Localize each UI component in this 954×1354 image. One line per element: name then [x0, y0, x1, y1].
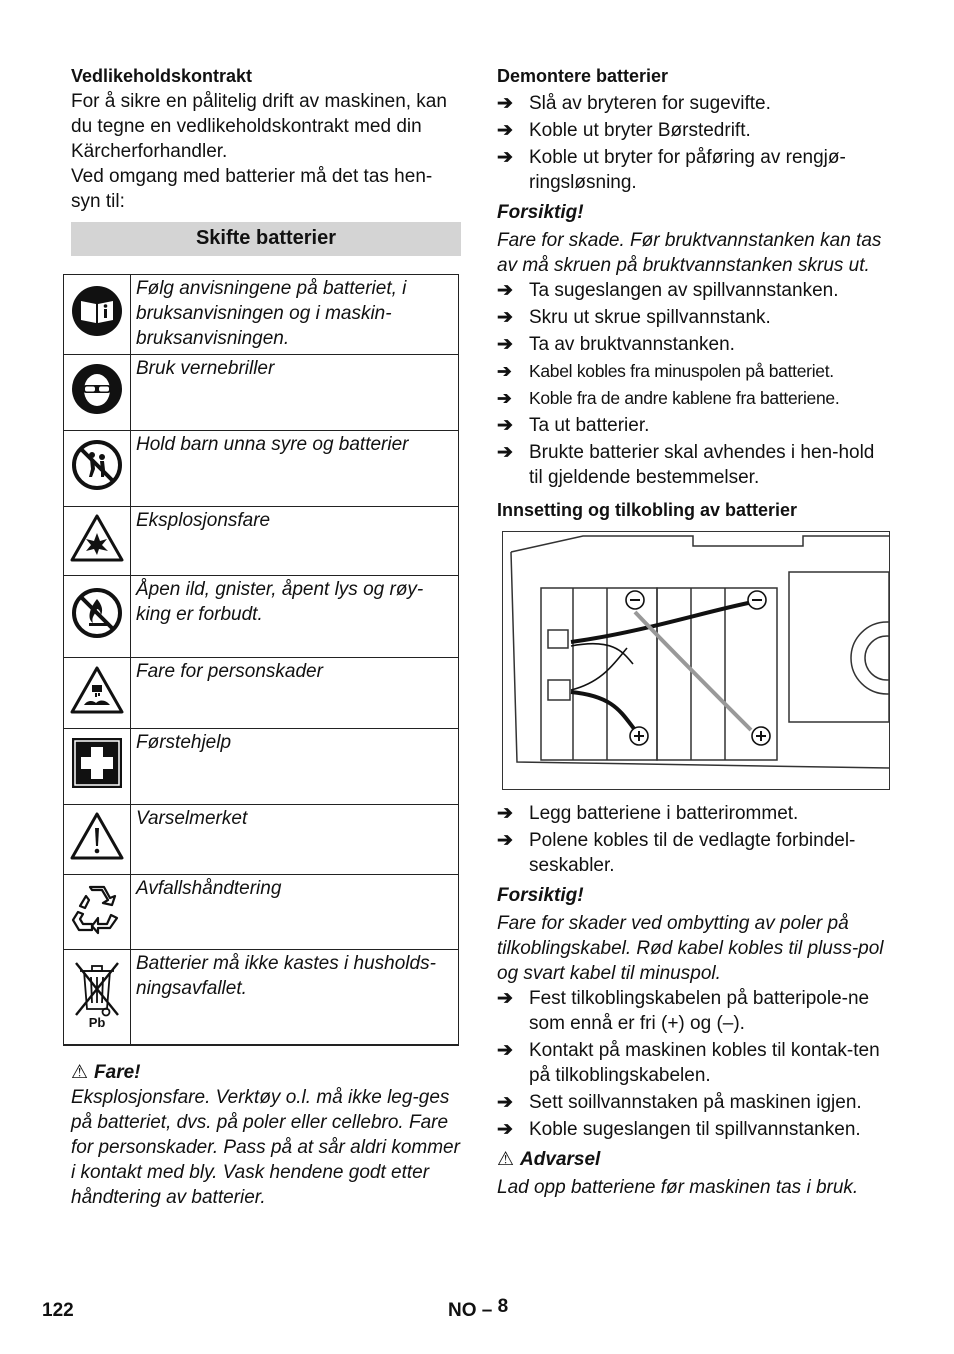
- safety-symbols-table: [63, 274, 459, 1046]
- arrow-icon: ➔: [497, 120, 513, 141]
- no-fire-icon: [71, 587, 123, 639]
- symbol-text: Varselmerket: [131, 805, 459, 875]
- first-aid-icon: [71, 737, 123, 789]
- arrow-icon: ➔: [497, 361, 512, 381]
- maintenance-paragraph: For å sikre en pålitelig drift av maskinen, kan du tegne en vedlikeholdskontrakt med din Kärcherforhandler.: [71, 91, 447, 162]
- list-item: ➔ Koble ut bryter Børstedrift.: [497, 120, 751, 141]
- heading-remove-batteries: Demontere batterier: [497, 66, 669, 86]
- list-item: ➔ Ta sugeslangen av spillvannstanken.: [497, 280, 839, 301]
- symbol-row: [64, 658, 459, 729]
- arrow-icon: ➔: [497, 1119, 513, 1140]
- list-item: ➔ Fest tilkoblingskabelen på batteripole-ne som ennå er fri (+) og (–).: [497, 988, 870, 1034]
- caution-title: Forsiktig!: [497, 202, 584, 223]
- symbol-text: Hold barn unna syre og batterier: [131, 431, 459, 507]
- corrosive-warning-icon: [70, 665, 124, 715]
- list-item: ➔ Sett soillvannstaken på maskinen igjen.: [497, 1092, 862, 1113]
- symbol-text: Eksplosjonsfare: [131, 507, 459, 576]
- explosion-warning-icon: [70, 513, 124, 563]
- list-item: ➔ Brukte batterier skal avhendes i hen-hold til gjeldende bestemmelser.: [497, 442, 875, 488]
- list-item: ➔ Polene kobles til de vedlagte forbindel-seskabler.: [497, 830, 856, 876]
- danger-block: [71, 1054, 463, 1210]
- arrow-icon: ➔: [497, 334, 513, 355]
- symbol-row: [64, 507, 459, 576]
- left-column: [71, 64, 461, 256]
- battery-wiring-diagram: [502, 531, 890, 790]
- symbol-text: Bruk vernebriller: [131, 355, 459, 431]
- symbol-row: [64, 275, 459, 355]
- symbol-row: [64, 805, 459, 875]
- pb-label: Pb: [88, 1015, 106, 1030]
- danger-title: Fare!: [94, 1062, 141, 1083]
- footer-lang: NO – 8: [448, 1296, 509, 1321]
- right-column: [497, 64, 889, 1200]
- list-item: ➔ Koble ut bryter for påføring av rengjø-ringsløsning.: [497, 147, 846, 193]
- arrow-icon: ➔: [497, 803, 513, 824]
- warning-triangle-icon: ⚠: [497, 1149, 515, 1170]
- symbol-row: [64, 950, 459, 1045]
- caution-text: Fare for skader ved ombytting av poler på tilkoblingskabel. Rød kabel kobles til pluss-pol og svart kabel til minuspol.: [497, 913, 884, 984]
- arrow-icon: ➔: [497, 830, 513, 851]
- arrow-icon: ➔: [497, 988, 513, 1009]
- arrow-icon: ➔: [497, 415, 513, 436]
- symbol-row: [64, 355, 459, 431]
- list-item: ➔ Kontakt på maskinen kobles til kontak-ten på tilkoblingskabelen.: [497, 1040, 880, 1086]
- book-info-icon: [71, 285, 123, 337]
- symbol-text: Avfallshåndtering: [131, 875, 459, 950]
- arrow-icon: ➔: [497, 1040, 513, 1061]
- list-item: ➔ Koble sugeslangen til spillvannstanken.: [497, 1119, 861, 1140]
- list-item: ➔ Kabel kobles fra minuspolen på batteriet.: [497, 359, 889, 384]
- arrow-icon: ➔: [497, 1092, 513, 1113]
- heading-install-batteries: Innsetting og tilkobling av batterier: [497, 500, 798, 520]
- section-bar-change-batteries: Skifte batterier: [71, 222, 461, 256]
- battery-handling-intro: Ved omgang med batterier må det tas hen-syn til:: [71, 166, 433, 212]
- recycle-icon: [70, 882, 124, 936]
- warning-text: Lad opp batteriene før maskinen tas i bruk.: [497, 1177, 859, 1198]
- list-item: ➔ Ta ut batterier.: [497, 415, 650, 436]
- list-item: ➔ Koble fra de andre kablene fra batteriene.: [497, 386, 889, 411]
- page-number: 122: [42, 1300, 74, 1321]
- exclamation-warning-icon: [70, 811, 124, 861]
- arrow-icon: ➔: [497, 93, 513, 114]
- symbol-text: Fare for personskader: [131, 658, 459, 729]
- symbol-text: Førstehjelp: [131, 729, 459, 805]
- arrow-icon: ➔: [497, 307, 513, 328]
- goggles-icon: [71, 363, 123, 415]
- arrow-icon: ➔: [497, 388, 512, 408]
- heading-maintenance-contract: Vedlikeholdskontrakt: [71, 66, 253, 86]
- symbol-row: [64, 875, 459, 950]
- list-item: ➔ Ta av bruktvannstanken.: [497, 334, 735, 355]
- arrow-icon: ➔: [497, 280, 513, 301]
- symbol-row: [64, 729, 459, 805]
- caution-title: Forsiktig!: [497, 885, 584, 906]
- symbol-row: [64, 576, 459, 658]
- symbol-text: Følg anvisningene på batteriet, i bruksanvisningen og i maskin-bruksanvisningen.: [131, 275, 459, 355]
- arrow-icon: ➔: [497, 147, 513, 168]
- list-item: ➔ Skru ut skrue spillvannstank.: [497, 307, 771, 328]
- warning-title: Advarsel: [520, 1149, 601, 1170]
- list-item: ➔ Slå av bryteren for sugevifte.: [497, 93, 771, 114]
- symbol-text: Åpen ild, gnister, åpent lys og røy-king er forbudt.: [131, 576, 459, 658]
- children-prohibited-icon: [71, 439, 123, 491]
- danger-text: Eksplosjonsfare. Verktøy o.l. må ikke leg-ges på batteriet, dvs. på poler eller cellebro. Fare for personskader. Pass på at sår aldri kommer i kontakt med bly. Vask hendene godt etter håndtering av batterier.: [71, 1087, 460, 1208]
- symbol-row: [64, 431, 459, 507]
- arrow-icon: ➔: [497, 442, 513, 463]
- list-item: ➔ Legg batteriene i batterirommet.: [497, 803, 799, 824]
- warning-triangle-icon: ⚠: [71, 1062, 89, 1083]
- crossed-bin-icon: [70, 957, 124, 1029]
- caution-text: Fare for skade. Før bruktvannstanken kan tas av må skruen på bruktvannstanken skrus ut.: [497, 230, 882, 276]
- symbol-text: Batterier må ikke kastes i husholds-ningsavfallet.: [131, 950, 459, 1045]
